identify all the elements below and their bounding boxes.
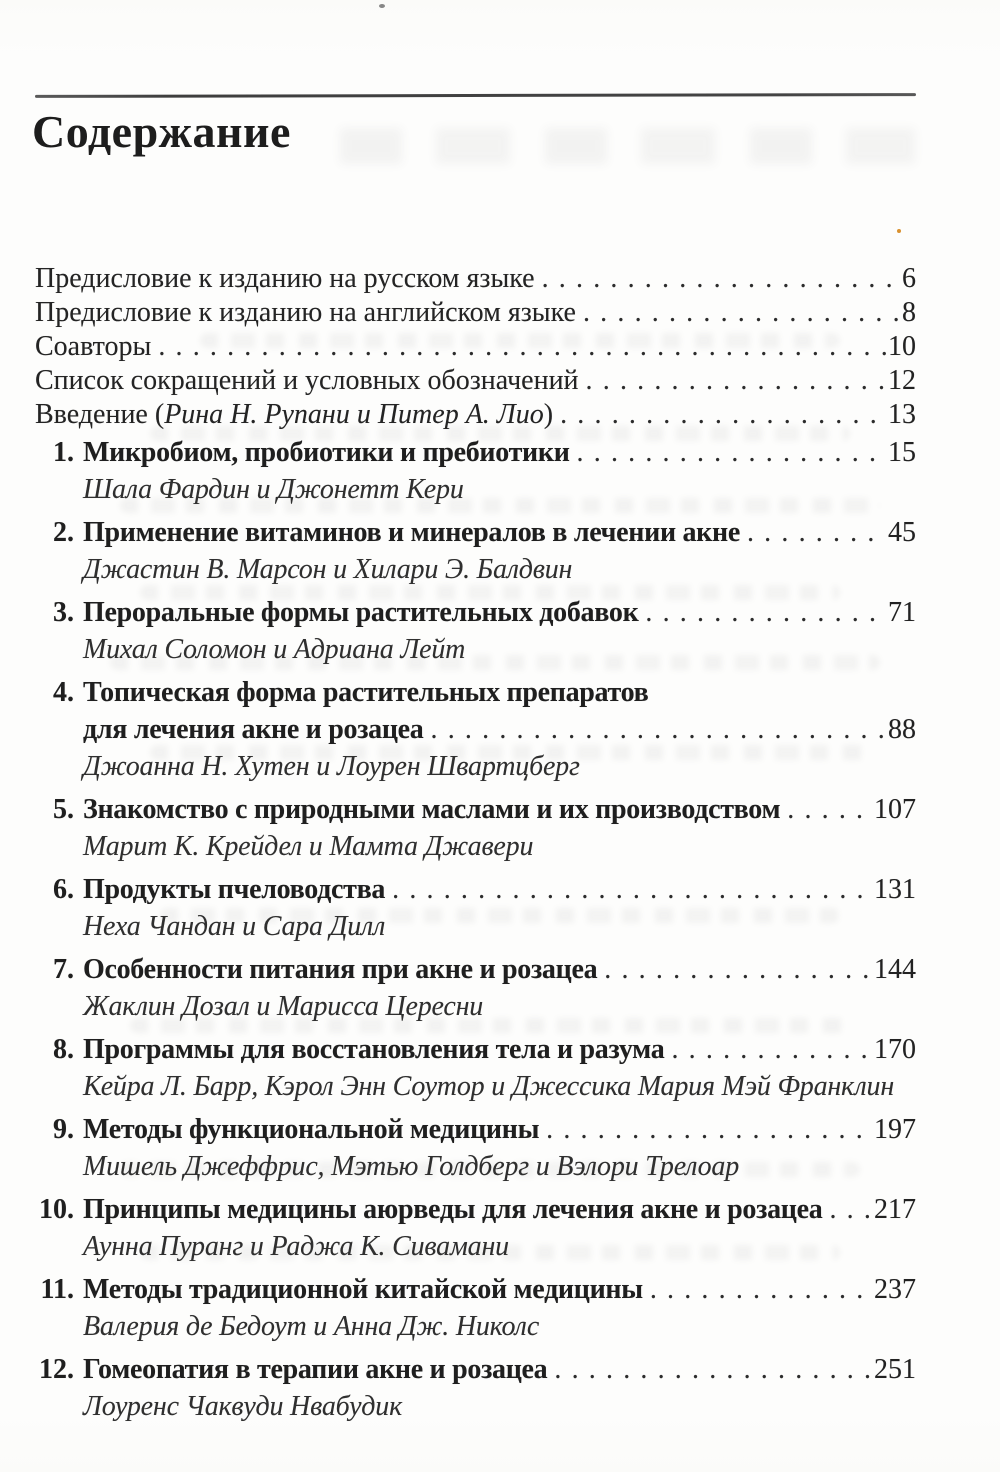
dot-leader <box>740 514 886 551</box>
toc-entry <box>35 398 916 432</box>
toc-chapter <box>35 514 916 588</box>
chapter-authors: Шала Фардин и Джонетт Кери <box>83 474 464 505</box>
chapter-authors: Лоуренс Чаквуди Нвабудик <box>83 1391 402 1422</box>
chapter-title: Пероральные формы растительных добавок <box>83 597 639 628</box>
page-number: 71 <box>888 597 916 628</box>
chapter-number: 3. <box>53 597 74 628</box>
dot-leader <box>664 1031 872 1068</box>
scan-artifact <box>340 128 915 164</box>
toc-chapter <box>35 1271 916 1345</box>
dot-leader <box>780 791 872 828</box>
toc-entry-label: Предисловие к изданию на английском языке <box>35 297 576 328</box>
dot-leader <box>638 594 886 631</box>
chapter-number: 7. <box>53 954 74 985</box>
dot-leader <box>643 1271 872 1308</box>
toc-chapter <box>35 1191 916 1265</box>
chapter-list <box>35 434 916 1425</box>
toc-chapter <box>35 594 916 668</box>
toc-entry <box>35 296 916 330</box>
chapter-title-line2: для лечения акне и розацеа <box>83 714 424 745</box>
toc-chapter <box>35 1111 916 1185</box>
page-title: Содержание <box>32 106 291 157</box>
chapter-title: Гомеопатия в терапии акне и розацеа <box>83 1354 548 1385</box>
chapter-title: Программы для восстановления тела и разума <box>83 1034 665 1065</box>
dot-leader <box>822 1191 872 1228</box>
page-number: 8 <box>902 297 916 328</box>
chapter-title: Принципы медицины аюрведы для лечения акне и розацеа <box>83 1194 823 1225</box>
chapter-authors: Михал Соломон и Адриана Лейт <box>83 634 466 665</box>
chapter-title: Продукты пчеловодства <box>83 874 386 905</box>
page-number: 144 <box>874 954 916 985</box>
chapter-number: 1. <box>53 437 74 468</box>
chapter-number: 4. <box>53 677 74 708</box>
toc-chapter <box>35 1351 916 1425</box>
chapter-number: 11. <box>40 1274 74 1305</box>
page-number: 13 <box>888 399 916 430</box>
chapter-authors: Кейра Л. Барр, Кэрол Энн Соутор и Джессика Мария Мэй Франклин <box>83 1071 895 1102</box>
chapter-title: Применение витаминов и минералов в лечении акне <box>83 517 740 548</box>
toc-entry <box>35 364 916 398</box>
page-number: 131 <box>874 874 916 905</box>
page-number: 6 <box>902 263 916 294</box>
dot-leader <box>151 330 886 364</box>
toc-chapter <box>35 1031 916 1105</box>
toc-chapter <box>35 951 916 1025</box>
table-of-contents <box>35 262 916 1431</box>
chapter-number: 10. <box>39 1194 74 1225</box>
page-number: 217 <box>874 1194 916 1225</box>
toc-entry-label: Соавторы <box>35 331 152 362</box>
chapter-number: 6. <box>53 874 74 905</box>
chapter-authors: Валерия де Бедоут и Анна Дж. Николс <box>83 1311 540 1342</box>
toc-entry <box>35 330 916 364</box>
chapter-authors: Марит К. Крейдел и Мамта Джавери <box>83 831 534 862</box>
page-number: 15 <box>888 437 916 468</box>
chapter-number: 2. <box>53 517 74 548</box>
chapter-authors: Джастин В. Марсон и Хилари Э. Балдвин <box>83 554 573 585</box>
scan-artifact <box>379 4 385 8</box>
chapter-number: 5. <box>53 794 74 825</box>
toc-entry-label: Список сокращений и условных обозначений <box>35 365 579 396</box>
toc-chapter <box>35 791 916 865</box>
toc-chapter <box>35 871 916 945</box>
dot-leader <box>385 871 872 908</box>
dot-leader <box>597 951 872 988</box>
chapter-authors: Джоанна Н. Хутен и Лоурен Швартцберг <box>83 751 580 782</box>
toc-entry-label: Предисловие к изданию на русском языке <box>35 263 535 294</box>
page-number: 170 <box>874 1034 916 1065</box>
page-number: 45 <box>888 517 916 548</box>
chapter-title: Топическая форма растительных препаратов <box>83 677 649 708</box>
dot-leader <box>424 711 886 748</box>
chapter-authors: Аунна Пуранг и Раджа К. Сивамани <box>83 1231 509 1262</box>
page-number: 88 <box>888 714 916 745</box>
chapter-authors: Неха Чандан и Сара Дилл <box>83 911 386 942</box>
chapter-title: Микробиом, пробиотики и пребиотики <box>83 437 570 468</box>
dot-leader <box>539 1111 872 1148</box>
chapter-title: Знакомство с природными маслами и их производством <box>83 794 781 825</box>
dot-leader <box>570 434 886 471</box>
chapter-title: Методы функциональной медицины <box>83 1114 540 1145</box>
chapter-authors: Мишель Джеффрис, Мэтью Голдберг и Вэлори Трелоар <box>83 1151 740 1182</box>
chapter-number: 9. <box>53 1114 74 1145</box>
dot-leader <box>553 398 886 432</box>
toc-chapter <box>35 674 916 785</box>
toc-chapter <box>35 434 916 508</box>
chapter-number: 12. <box>39 1354 74 1385</box>
toc-entry <box>35 262 916 296</box>
header-divider <box>35 93 916 98</box>
page-number: 107 <box>874 794 916 825</box>
dot-leader <box>579 364 886 398</box>
chapter-title: Методы традиционной китайской медицины <box>83 1274 643 1305</box>
page-number: 237 <box>874 1274 916 1305</box>
dot-leader <box>576 296 900 330</box>
dot-leader <box>547 1351 872 1388</box>
page-number: 12 <box>888 365 916 396</box>
page-number: 197 <box>874 1114 916 1145</box>
chapter-authors: Жаклин Дозал и Марисса Цересни <box>83 991 484 1022</box>
page-number: 10 <box>888 331 916 362</box>
chapter-number: 8. <box>53 1034 74 1065</box>
scan-artifact <box>897 229 901 233</box>
page-number: 251 <box>874 1354 916 1385</box>
chapter-title: Особенности питания при акне и розацеа <box>83 954 598 985</box>
toc-entry-label: Введение (Рина Н. Рупани и Питер А. Лио) <box>35 399 554 430</box>
toc-entry-authors: Рина Н. Рупани и Питер А. Лио <box>164 399 544 430</box>
dot-leader <box>535 262 900 296</box>
